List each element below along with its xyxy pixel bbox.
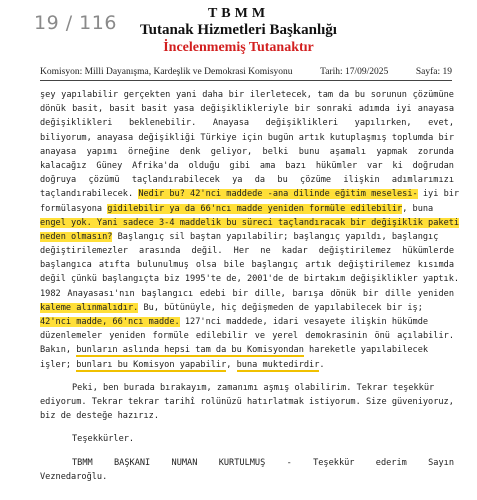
text-line: anayasa yapımı örneğine denk geliyor, belki bunu aşamalı yapmak zorunda — [40, 146, 454, 157]
transcript-body — [40, 88, 460, 484]
text-segment: . — [319, 359, 325, 370]
text-line — [40, 216, 460, 230]
text-line: başlangıca atıfta bulunulmuş olsa bile başlangıç artık değiştirilemez kısımda — [40, 260, 454, 271]
text-line: Veznedaroğlu. — [40, 471, 108, 482]
text-segment: iyi bir — [417, 189, 460, 200]
date-label: Tarih: 17/09/2025 — [320, 67, 389, 77]
text-line — [40, 343, 454, 357]
underlined-text: bunları bu Komisyon yapabilir — [76, 359, 227, 370]
page-label: Sayfa: 19 — [415, 67, 452, 77]
header-divider — [40, 80, 452, 81]
text-line: 1982 Anayasası'nın başlangıcı edebi bir dille, barışa dönük bir dille yeniden — [40, 288, 454, 299]
text-segment: , — [226, 359, 237, 370]
text-segment: işler; — [40, 359, 77, 370]
paragraph-gap — [40, 423, 454, 432]
highlighted-text: neden olmasın? — [40, 231, 113, 242]
text-line: şey yapılabilir gerçekten yani daha bir ilerletecek, tam da bu sorunun çözümüne — [40, 90, 454, 100]
text-segment: 127'nci maddede, idari vesayete ilişkin hükümde — [179, 317, 429, 327]
document-status: İncelenmemiş Tutanaktır — [163, 40, 314, 55]
text-segment: taçlandırabilecek. — [40, 189, 139, 200]
underlined-text: buna muktedirdir — [236, 359, 320, 370]
text-line — [40, 358, 454, 372]
text-line — [40, 187, 460, 201]
text-line — [40, 230, 454, 244]
text-line: biliyorum, anayasa değişikliği Türkiye için bugün artık kutuplaşmış toplumda bir — [40, 132, 454, 143]
text-line: TBMM BAŞKANI NUMAN KURTULMUŞ - Teşekkür ederim Sayın — [72, 457, 454, 468]
highlighted-text: kaleme alınmalıdır. — [40, 302, 139, 313]
text-line: doğruya çözümü taçlandırabilecek ya da bu çözüme ilişkin adımlarımızı — [40, 175, 454, 186]
document-meta — [40, 67, 452, 77]
text-line — [40, 315, 454, 329]
text-segment: , buna — [402, 203, 434, 214]
paragraph-gap — [40, 372, 454, 381]
text-line: değiştirilemezler arasında değil. Her ne kadar değiştirilemez hükümlerde — [40, 246, 454, 257]
text-line: kalacağız Güney Afrika'da olduğu gibi ama bazı hükümler var ki doğrudan — [40, 160, 454, 171]
highlighted-text: Nedir bu? 42'nci maddede -ana dilinde eğitim meselesi- — [138, 189, 418, 200]
commission-label: Komisyon: Milli Dayanışma, Kardeşlik ve Demokrasi Komisyonu — [40, 67, 293, 77]
text-line: değişiklikleri beklenebilir. Anayasa değişiklikleri yapılırken, evet, — [40, 118, 454, 129]
text-line: düzenlemeler yeniden formüle edilebilir ve yerel demokrasinin önü açılabilir. — [40, 331, 454, 342]
text-segment: hareketle yapılabilecek — [303, 345, 429, 356]
text-line — [40, 202, 454, 216]
highlighted-text: engel yok. — [40, 217, 97, 228]
highlighted-text: gidilebilir ya da 66'ncı madde yeniden formüle edilebilir — [107, 203, 403, 214]
text-segment: Bakın, — [40, 345, 77, 356]
text-line: Peki, ben burada bırakayım, zamanımı aşmış olabilirim. Tekrar teşekkür — [72, 382, 435, 393]
highlighted-text: Yani sadece 3-4 maddelik bu süreci taçlandıracak bir değişiklik paketi — [96, 217, 460, 228]
underlined-text: bunların aslında hepsi tam da bu Komisyondan — [76, 345, 304, 356]
text-line: Teşekkürler. — [72, 434, 135, 445]
highlighted-text: 42'nci madde, 66'ncı madde. — [40, 317, 180, 327]
text-segment: formülasyona — [40, 203, 108, 214]
org-title: TBMM — [207, 6, 270, 21]
text-line: değil çünkü başlangıçta biz 1995'te de, 2001'de de birtakım değişiklikler yaptık. — [40, 274, 460, 285]
text-line: ediyorum. Tekrar tekrar tarihî rolünüzü hatırlatmak istiyorum. Size güveniyoruz, — [40, 396, 454, 407]
paragraph-gap — [40, 447, 454, 456]
page-counter: 19 / 116 — [34, 12, 117, 34]
text-segment: Bu, bütünüyle, hiç değişmeden de yapılabilecek bir iş; — [138, 302, 423, 313]
text-segment: Başlangıç sil baştan yapılabilir; başlangıç yapıldı, başlangıç — [112, 231, 439, 242]
text-line: dönük basit, basit basit yasa değişiklikleriyle bir sonraki adımda iyi anayasa — [40, 104, 454, 115]
text-line: biz de desteğe hazırız. — [40, 411, 159, 422]
department-title: Tutanak Hizmetleri Başkanlığı — [140, 22, 337, 38]
text-line — [40, 301, 454, 315]
